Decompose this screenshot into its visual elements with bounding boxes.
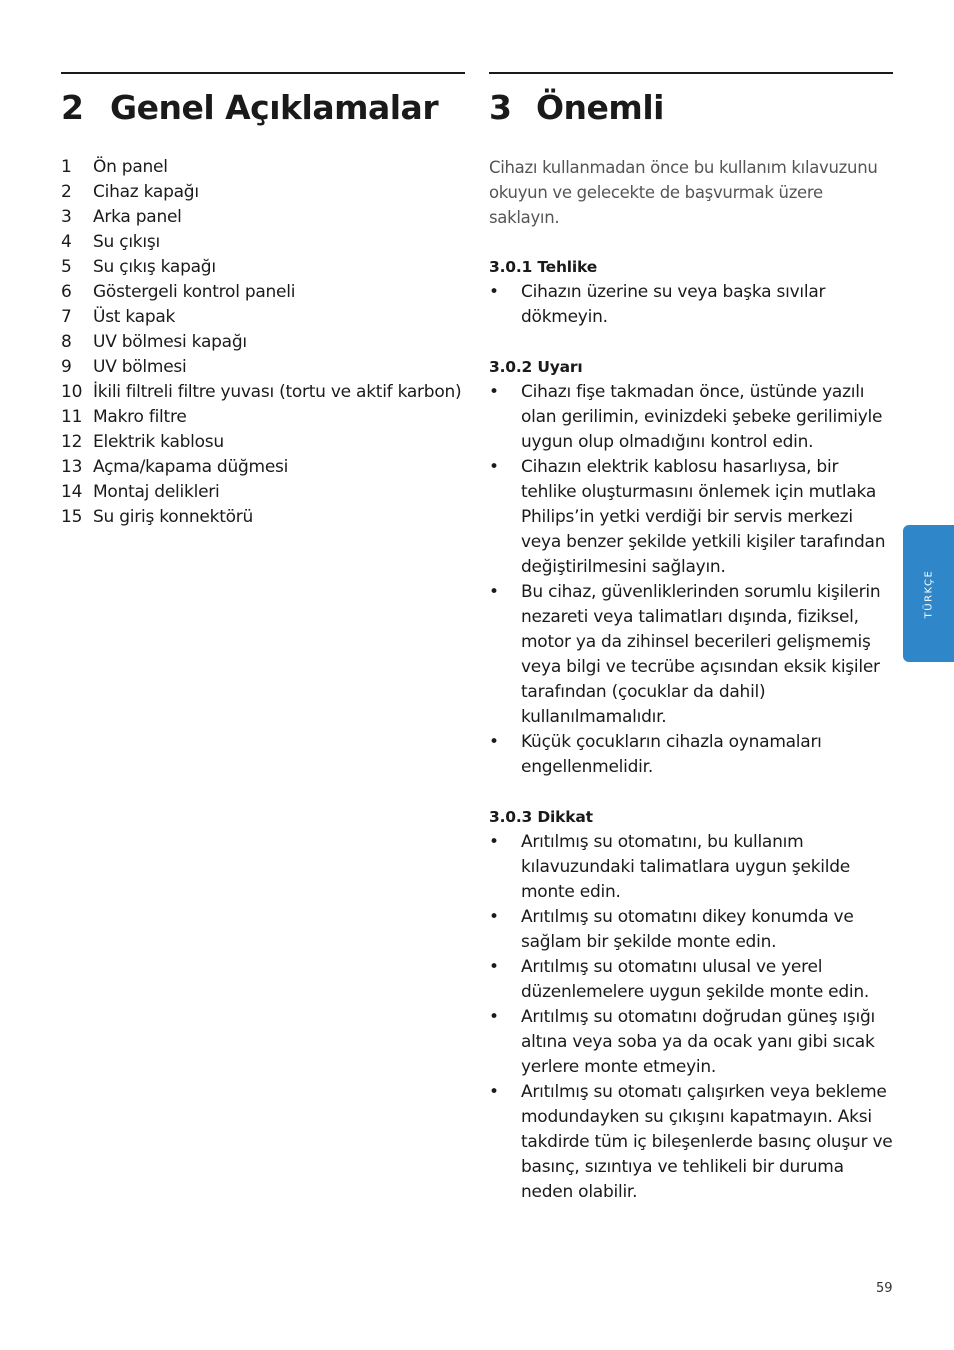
list-item-number: 5 [61, 257, 72, 277]
section-3-heading [489, 88, 664, 127]
list-item [61, 480, 465, 505]
list-item-text: Su çıkışı [93, 232, 160, 252]
bullet-item: • Bu cihaz, güvenliklerinden sorumlu kişilerin nezareti veya talimatları dışında, fiziksel, motor ya da zihinsel becerileri gelişmemiş veya bilgi ve tecrübe açısından eksik kişiler tarafından (çocuklar da dahil) kullanılmamalıdır. [489, 580, 893, 730]
list-item [61, 305, 465, 330]
list-item-number: 10 [61, 382, 83, 402]
list-item-text: Cihaz kapağı [93, 182, 199, 202]
list-item-number: 1 [61, 157, 72, 177]
bullet-item: • Arıtılmış su otomatı çalışırken veya bekleme modundayken su çıkışını kapatmayın. Aksi takdirde tüm iç bileşenlerde basınç oluşur ve basınç, sızıntıya ve tehlikeli bir duruma neden olabilir. [489, 1080, 893, 1205]
list-item-number: 13 [61, 457, 83, 477]
list-item-text: Makro filtre [93, 407, 187, 427]
list-item-text: Ön panel [93, 157, 168, 177]
list-item-text: Su çıkış kapağı [93, 257, 216, 277]
list-item [61, 405, 465, 430]
list-item-number: 12 [61, 432, 83, 452]
list-item [61, 330, 465, 355]
list-item-text: Üst kapak [93, 307, 176, 327]
list-item [61, 280, 465, 305]
list-item-number: 8 [61, 332, 72, 352]
list-item-text: Elektrik kablosu [93, 432, 224, 452]
list-item [61, 255, 465, 280]
list-item-number: 15 [61, 507, 83, 527]
bullet-list [489, 830, 893, 1205]
bullet-item: • Küçük çocukların cihazla oynamaları engellenmelidir. [489, 730, 893, 780]
bullet-list [489, 280, 893, 330]
list-item [61, 230, 465, 255]
bullet-item: • Arıtılmış su otomatını, bu kullanım kılavuzundaki talimatlara uygun şekilde monte edin. [489, 830, 893, 905]
bullet-item: • Arıtılmış su otomatını doğrudan güneş ışığı altına veya soba ya da ocak yanı gibi sıcak yerlere monte etmeyin. [489, 1005, 893, 1080]
list-item [61, 430, 465, 455]
list-item [61, 380, 465, 405]
list-item [61, 205, 465, 230]
list-item-text: İkili filtreli filtre yuvası (tortu ve aktif karbon) [93, 382, 462, 402]
list-item-text: Arka panel [93, 207, 182, 227]
list-item-text: Su giriş konnektörü [93, 507, 254, 527]
page-number: 59 [876, 1281, 893, 1296]
list-item-number: 11 [61, 407, 83, 427]
left-top-rule [61, 72, 465, 74]
important-column [489, 155, 893, 1205]
intro-paragraph: Cihazı kullanmadan önce bu kullanım kılavuzunu okuyun ve gelecekte de başvurmak üzere saklayın. [489, 158, 878, 227]
bullet-item: • Cihazı fişe takmadan önce, üstünde yazılı olan gerilimin, evinizdeki şebeke gerilimiyle uygun olup olmadığını kontrol edin. [489, 380, 893, 455]
section-2-title: Genel Açıklamalar [110, 88, 439, 127]
subsection-title: 3.0.1 Tehlike [489, 258, 598, 276]
list-item [61, 180, 465, 205]
warning-sections [489, 255, 893, 1205]
list-item-number: 2 [61, 182, 72, 202]
section-2-number: 2 [61, 88, 84, 127]
bullet-list [489, 380, 893, 780]
subsection-title: 3.0.2 Uyarı [489, 358, 583, 376]
bullet-item: • Arıtılmış su otomatını dikey konumda ve sağlam bir şekilde monte edin. [489, 905, 893, 955]
bullet-item: • Cihazın elektrik kablosu hasarlıysa, bir tehlike oluşturmasını önlemek için mutlaka Philips’in yetki verdiği bir servis merkezi veya benzer şekilde yetkili kişiler tarafından değiştirilmesini sağlayın. [489, 455, 893, 580]
list-item-text: Açma/kapama düğmesi [93, 457, 289, 477]
list-item-number: 4 [61, 232, 72, 252]
section-3-number: 3 [489, 88, 512, 127]
bullet-item: • Arıtılmış su otomatını ulusal ve yerel düzenlemelere uygun şekilde monte edin. [489, 955, 893, 1005]
subsection-title: 3.0.3 Dikkat [489, 808, 593, 826]
list-item [61, 505, 465, 530]
list-item-text: UV bölmesi kapağı [93, 332, 247, 352]
language-tab [903, 525, 954, 662]
list-item-number: 6 [61, 282, 72, 302]
list-item-text: UV bölmesi [93, 357, 187, 377]
right-top-rule [489, 72, 893, 74]
list-item-number: 14 [61, 482, 83, 502]
section-3-title: Önemli [536, 88, 664, 127]
language-tab-label: TÜRKÇE [923, 569, 934, 618]
parts-list [61, 155, 465, 530]
list-item [61, 155, 465, 180]
list-item-number: 3 [61, 207, 72, 227]
section-2-heading [61, 88, 438, 127]
list-item-number: 9 [61, 357, 72, 377]
list-item-text: Göstergeli kontrol paneli [93, 282, 296, 302]
list-item-text: Montaj delikleri [93, 482, 220, 502]
list-item [61, 455, 465, 480]
list-item-number: 7 [61, 307, 72, 327]
list-item [61, 355, 465, 380]
bullet-item: • Cihazın üzerine su veya başka sıvılar dökmeyin. [489, 280, 893, 330]
